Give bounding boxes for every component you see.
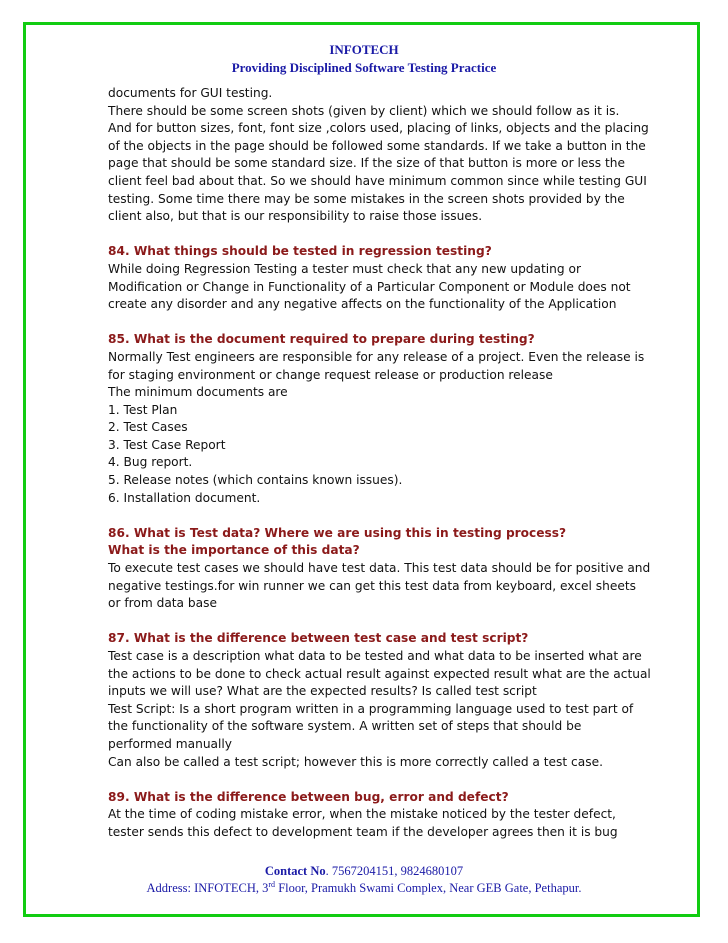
- question-89-section: [108, 789, 628, 842]
- question-86-section: [108, 525, 651, 613]
- text-line: client feel bad about that. So we should have minimum common since while testing GUI: [108, 173, 647, 188]
- text-line: At the time of coding mistake error, when the mistake noticed by the tester defect,: [108, 807, 616, 822]
- list-item: 3. Test Case Report: [108, 437, 226, 452]
- text-line: inputs we will use? What are the expected results? Is called test script: [108, 684, 537, 699]
- address-prefix: Address: INFOTECH, 3: [146, 881, 269, 895]
- text-line: Can also be called a test script; however this is more correctly called a test case.: [108, 754, 603, 769]
- list-item: 4. Bug report.: [108, 455, 193, 470]
- list-item: 2. Test Cases: [108, 420, 188, 435]
- company-name: INFOTECH: [329, 42, 399, 57]
- text-line: documents for GUI testing.: [108, 86, 273, 100]
- list-item: 1. Test Plan: [108, 402, 178, 417]
- text-line: the actions to be done to check actual result against expected result what are the actual: [108, 666, 651, 681]
- address-superscript: rd: [268, 879, 276, 889]
- text-line: Normally Test engineers are responsible for any release of a project. Even the release is: [108, 349, 645, 364]
- text-line: Test case is a description what data to be tested and what data to be inserted what are: [108, 649, 642, 663]
- text-line: There should be some screen shots (given by client) which we should follow as it is.: [108, 103, 620, 118]
- question-84-section: [108, 243, 631, 313]
- question-heading: 85. What is the document required to prepare during testing?: [108, 332, 535, 347]
- text-line: And for button sizes, font, font size ,colors used, placing of links, objects and the placing: [108, 121, 649, 136]
- address-suffix: Floor, Pramukh Swami Complex, Near GEB Gate, Pethapur.: [275, 881, 582, 895]
- text-line: negative testings.for win runner we can get this test data from keyboard, excel sheets: [108, 578, 636, 593]
- list-item: 6. Installation document.: [108, 490, 261, 505]
- text-line: page that should be some standard size. If the size of that button is more or less the: [108, 156, 625, 171]
- text-line: Modification or Change in Functionality of a Particular Component or Module does not: [108, 279, 631, 294]
- question-85-section: [108, 331, 645, 507]
- company-tagline: Providing Disciplined Software Testing Practice: [231, 60, 497, 75]
- text-line: of the objects in the page should be followed some standards. If we take a button in the: [108, 138, 646, 153]
- text-line: the functionality of the software system. A written set of steps that should be: [108, 719, 582, 734]
- text-line: client also, but that is our responsibility to raise those issues.: [108, 209, 483, 224]
- footer-contact: [0, 864, 728, 879]
- text-line: testing. Some time there may be some mistakes in the screen shots provided by the: [108, 191, 625, 206]
- text-line: While doing Regression Testing a tester must check that any new updating or: [108, 261, 581, 276]
- text-line: Test Script: Is a short program written in a programming language used to test part of: [108, 701, 634, 716]
- intro-paragraph: [108, 85, 649, 226]
- contact-numbers: . 7567204151, 9824680107: [325, 864, 464, 878]
- text-line: or from data base: [108, 596, 217, 611]
- question-heading: 86. What is Test data? Where we are using this in testing process?: [108, 525, 567, 540]
- list-item: 5. Release notes (which contains known issues).: [108, 473, 403, 488]
- text-line: create any disorder and any negative affects on the functionality of the Application: [108, 297, 617, 312]
- text-line: performed manually: [108, 736, 233, 751]
- question-heading: What is the importance of this data?: [108, 543, 360, 558]
- question-heading: 87. What is the difference between test case and test script?: [108, 631, 529, 646]
- contact-label: Contact No: [264, 864, 326, 878]
- text-line: for staging environment or change request release or production release: [108, 367, 553, 382]
- question-heading: 89. What is the difference between bug, error and defect?: [108, 789, 509, 804]
- text-line: To execute test cases we should have test data. This test data should be for positive and: [108, 561, 651, 576]
- text-line: tester sends this defect to development team if the developer agrees then it is bug: [108, 824, 618, 839]
- question-heading: 84. What things should be tested in regression testing?: [108, 244, 492, 259]
- text-line: The minimum documents are: [108, 385, 288, 400]
- document-body: [108, 85, 651, 842]
- footer-address: [0, 881, 728, 896]
- question-87-section: [108, 630, 651, 771]
